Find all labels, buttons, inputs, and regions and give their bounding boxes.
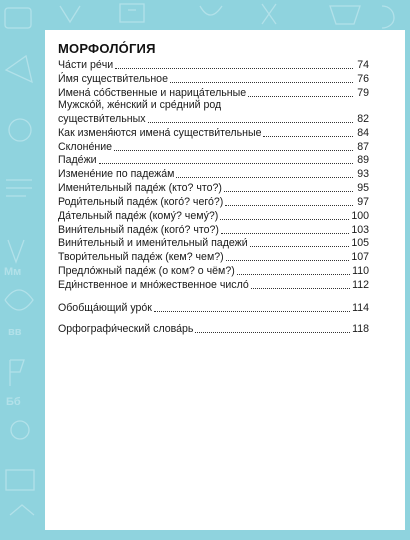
dot-leader [154,311,350,312]
dot-leader [250,246,350,247]
dot-leader [251,288,350,289]
entry-title: Измене́ние по падежа́м [58,168,175,181]
toc-entry [58,195,369,209]
entry-title: Орфографи́ческий слова́рь [58,322,194,335]
toc-entry [58,278,369,292]
dot-leader [263,136,353,137]
dot-leader [237,274,350,275]
toc-entry [58,322,369,336]
page-number: 87 [357,140,369,153]
page-number: 107 [351,251,369,264]
page-number: 93 [357,168,369,181]
toc-entry [58,209,369,223]
page-number: 79 [357,86,369,99]
entry-title: Роди́тельный паде́ж (кого́? чего́?) [58,195,224,208]
entry-title: Вини́тельный и имени́тельный падежи́ [58,237,248,250]
entry-title: Да́тельный паде́ж (кому́? чему́?) [58,209,219,222]
section-title: МОРФОЛО́ГИЯ [58,41,156,56]
entry-title: Склоне́ние [58,140,112,153]
page-number: 100 [351,209,369,222]
entry-title: существи́тельных [58,112,146,125]
dot-leader [170,82,353,83]
svg-text:вв: вв [8,326,22,338]
dot-leader [221,233,349,234]
page-number: 97 [357,195,369,208]
entry-title: Еди́нственное и мно́жественное число́ [58,279,249,291]
page-number: 74 [357,58,369,71]
page-number: 82 [357,112,369,125]
toc-entry [58,126,369,140]
toc-entry [58,250,369,264]
entry-title: Предло́жный паде́ж (о ком? о чём?) [58,265,235,278]
entry-title: Вини́тельный паде́ж (кого́? что?) [58,223,219,236]
page-number: 103 [351,223,369,236]
dot-leader [195,332,350,333]
dot-leader [226,260,350,261]
toc-entry [58,264,369,278]
page-number: 114 [352,301,369,314]
toc-entry [58,223,369,237]
toc-entry [58,72,369,86]
toc-entry [58,167,369,181]
book-page [45,30,405,530]
page-number: 118 [352,322,369,335]
entry-title: Имени́тельный паде́ж (кто? что?) [58,182,222,195]
page-number: 89 [357,154,369,167]
page-number: 105 [351,237,369,250]
toc-entry [58,112,369,126]
svg-text:Бб: Бб [6,396,21,408]
entry-title: Как изменя́ются имена́ существи́тельные [58,126,262,139]
toc-entry [58,154,369,168]
dot-leader [114,150,353,151]
toc-entry [58,140,369,154]
toc-entry [58,86,369,100]
page-number: 110 [352,265,369,278]
svg-text:Мм: Мм [4,266,22,278]
page-number: 76 [357,72,369,85]
dot-leader [99,163,353,164]
entry-title: И́мя существи́тельное [58,72,168,85]
table-of-contents [58,40,369,336]
toc-entry [58,181,369,195]
dot-leader [248,96,353,97]
dot-leader [225,205,353,206]
dot-leader [148,122,353,123]
page-number: 112 [352,279,369,291]
entry-title: Паде́жи [58,154,97,167]
entry-title: Обобща́ющий уро́к [58,301,152,314]
page-number: 84 [357,126,369,139]
toc-entry [58,58,369,72]
toc-entry [58,237,369,251]
entry-title: Ча́сти ре́чи [58,58,114,71]
toc-entry [58,301,369,315]
dot-leader [224,191,353,192]
dot-leader [115,68,353,69]
toc-entry [58,100,369,113]
dot-leader [176,177,353,178]
entry-title: Мужско́й, же́нский и сре́дний род [58,99,222,112]
page-number: 95 [357,182,369,195]
entry-title: Твори́тельный паде́ж (кем? чем?) [58,251,224,264]
dot-leader [220,219,349,220]
entry-title: Имена́ со́бственные и нарица́тельные [58,86,247,99]
